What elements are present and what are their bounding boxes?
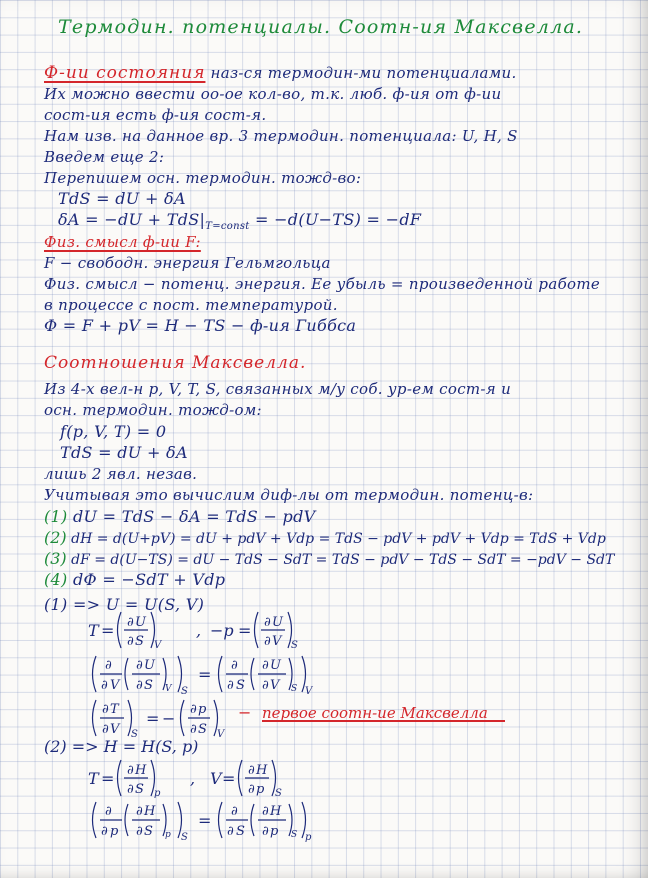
math-S: S — [236, 678, 245, 693]
math-d: ∂ — [127, 763, 134, 778]
math-sub-S: S — [181, 686, 188, 697]
math-d: ∂ — [248, 763, 255, 778]
math-U: U — [135, 615, 146, 630]
item-number: (4) — [44, 570, 68, 589]
math-eq: = — [101, 769, 115, 788]
equation-work-sub: T=const — [205, 221, 250, 232]
math-V: V — [272, 634, 282, 649]
math-p: p — [256, 782, 265, 797]
math-V: V — [210, 769, 222, 788]
math-T: T — [110, 702, 119, 717]
math-d: ∂ — [136, 678, 143, 693]
math-comma: , — [196, 621, 202, 640]
case-1: (1) => U = U(S, V) — [44, 595, 205, 614]
math-sub-p: p — [165, 830, 171, 840]
math-S: S — [135, 634, 144, 649]
math-d: ∂ — [136, 824, 143, 839]
math-sub-S: S — [181, 832, 188, 843]
math-sub-p: p — [305, 832, 312, 843]
item-number: (1) — [44, 507, 68, 526]
gibbs-line: Φ = F + pV = H − TS − ф-ия Гиббса — [44, 316, 357, 335]
equation-state: f(p, V, T) = 0 — [60, 422, 167, 441]
math-eq: = — [198, 665, 212, 684]
math-V: V — [270, 678, 280, 693]
math-H: H — [270, 804, 282, 819]
math-d: ∂ — [105, 658, 112, 673]
math-H: H — [256, 763, 268, 778]
math-S: S — [198, 722, 207, 737]
free-energy-line: F − свободн. энергия Гельмгольца — [44, 254, 331, 272]
page-title: Термодин. потенциалы. Соотн-ия Максвелла. — [58, 16, 584, 38]
math-eq: = — [222, 769, 236, 788]
math-d: ∂ — [248, 782, 255, 797]
math-S: S — [144, 678, 153, 693]
case-2: (2) => H = H(S, p) — [44, 737, 199, 756]
math-T: T — [88, 621, 99, 640]
math-sub-S: S — [291, 684, 298, 694]
section2-heading: Соотношения Максвелла. — [44, 353, 307, 373]
item-number: (3) — [44, 549, 67, 568]
math-d: ∂ — [264, 634, 271, 649]
text-line: Нам изв. на данное вр. 3 термодин. потенциала: U, H, S — [44, 127, 518, 145]
math-eq: = — [146, 709, 160, 728]
item-text: dF = d(U−TS) = dU − TdS − SdT = TdS − pdV − TdS − SdT = −pdV − SdT — [71, 552, 615, 568]
math-S: S — [144, 824, 153, 839]
math-V: V — [110, 722, 120, 737]
math-d: ∂ — [127, 782, 134, 797]
math-H: H — [144, 804, 156, 819]
math-minus-p: −p — [210, 621, 234, 640]
equation-work-left: δA = −dU + TdS| — [58, 210, 206, 229]
math-d: ∂ — [262, 824, 269, 839]
maxwell-first-relation-label: первое соотн-ие Максвелла — [262, 704, 488, 722]
math-minus: − — [162, 709, 176, 728]
math-U: U — [270, 658, 281, 673]
math-eq: = — [238, 621, 252, 640]
math-d: ∂ — [136, 804, 143, 819]
text-line: Физ. смысл − потенц. энергия. Ее убыль = произведенной работе — [44, 275, 601, 293]
math-d: ∂ — [127, 615, 134, 630]
math-H: H — [135, 763, 147, 778]
text-line: Их можно ввести оо-ое кол-во, т.к. люб. ф-ия от ф-ии — [44, 85, 502, 103]
section1-heading: Ф-ии состояния — [44, 63, 206, 83]
math-d: ∂ — [227, 824, 234, 839]
item-text: dH = d(U+pV) = dU + pdV + Vdp = TdS − pdV + pdV + Vdp = TdS + Vdp — [71, 531, 606, 547]
math-U: U — [144, 658, 155, 673]
math-sub-V: V — [305, 686, 313, 697]
math-d: ∂ — [262, 658, 269, 673]
text-line: в процессе с пост. температурой. — [44, 296, 338, 314]
text-line: осн. термодин. тожд-ом: — [44, 401, 262, 419]
math-d: ∂ — [105, 804, 112, 819]
math-dash: − — [238, 703, 252, 722]
math-d: ∂ — [231, 658, 238, 673]
item-text: dU = TdS − δA = TdS − pdV — [72, 507, 316, 526]
math-S: S — [135, 782, 144, 797]
math-d: ∂ — [262, 804, 269, 819]
math-sub-V: V — [154, 640, 162, 651]
math-d: ∂ — [101, 678, 108, 693]
math-d: ∂ — [136, 658, 143, 673]
math-sub-V: V — [165, 684, 172, 694]
math-d: ∂ — [231, 804, 238, 819]
equation-work-right: = −d(U−TS) = −dF — [249, 210, 422, 229]
text-line: лишь 2 явл. незав. — [44, 465, 198, 483]
math-d: ∂ — [102, 722, 109, 737]
math-S: S — [236, 824, 245, 839]
text-line: Из 4-х вел-н p, V, T, S, связанных м/у соб. ур-ем сост-я и — [44, 380, 512, 398]
math-sub-S: S — [291, 640, 298, 651]
math-d: ∂ — [262, 678, 269, 693]
math-eq: = — [198, 811, 212, 830]
math-p: p — [110, 824, 119, 839]
text-line: Введем еще 2: — [44, 148, 165, 166]
math-d: ∂ — [190, 702, 197, 717]
math-U: U — [272, 615, 283, 630]
math-p: p — [198, 702, 207, 717]
text-line: сост-ия есть ф-ия сост-я. — [44, 106, 267, 124]
math-sub-S: S — [275, 788, 282, 799]
math-sub-p: p — [154, 788, 161, 799]
math-sub-S: S — [291, 830, 298, 840]
math-eq: = — [101, 621, 115, 640]
math-p: p — [270, 824, 279, 839]
math-T: T — [88, 769, 99, 788]
equation-tds: TdS = dU + δA — [58, 189, 186, 208]
text-line: Учитывая это вычислим диф-лы от термодин. потенц-в: — [44, 486, 534, 504]
section1-intro-rest: наз-ся термодин-ми потенциалами. — [205, 64, 517, 82]
equation-tds-2: TdS = dU + δA — [60, 443, 188, 462]
math-comma: , — [190, 769, 196, 788]
math-sub-S: S — [131, 729, 138, 740]
item-number: (2) — [44, 528, 67, 547]
math-d: ∂ — [101, 824, 108, 839]
math-sub-V: V — [217, 729, 225, 740]
math-d: ∂ — [264, 615, 271, 630]
phys-meaning-label: Физ. смысл ф-ии F: — [44, 233, 201, 251]
math-V: V — [110, 678, 120, 693]
math-d: ∂ — [190, 722, 197, 737]
math-d: ∂ — [102, 702, 109, 717]
math-d: ∂ — [227, 678, 234, 693]
math-d: ∂ — [127, 634, 134, 649]
text-line: Перепишем осн. термодин. тожд-во: — [44, 169, 362, 187]
item-text: dΦ = −SdT + Vdp — [72, 570, 226, 589]
